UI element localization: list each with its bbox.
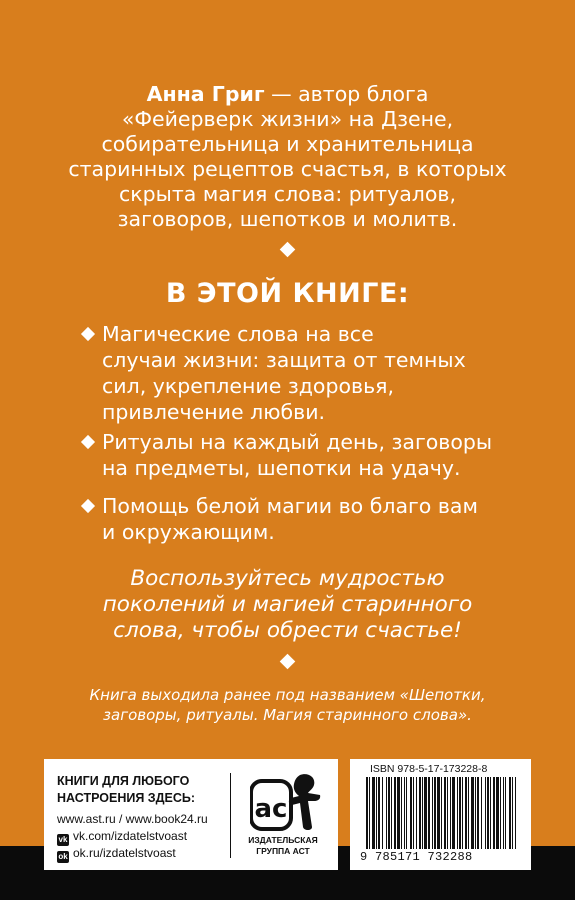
isbn-label: ISBN 978-5-17-173228-8 <box>370 763 488 775</box>
barcode-bar <box>490 777 491 849</box>
barcode-bar <box>382 777 383 849</box>
barcode-bar <box>424 777 427 849</box>
diamond-divider-icon <box>280 242 296 258</box>
barcode-bar <box>391 777 392 849</box>
ok-icon: ok <box>58 852 68 861</box>
slogan-line1: Воспользуйтесь мудростью <box>130 566 445 591</box>
barcode-bar <box>369 777 370 849</box>
publisher-caption-line2: ГРУППА АСТ <box>256 846 310 856</box>
publisher-ok-link[interactable] <box>57 846 176 863</box>
publisher-title-line2: НАСТРОЕНИЯ ЗДЕСЬ: <box>57 791 196 805</box>
barcode-bar <box>459 777 461 849</box>
note-line1: Книга выходила ранее под названием «Шепотки, <box>89 686 486 704</box>
diamond-divider-icon <box>280 654 296 670</box>
barcode-bar <box>432 777 433 849</box>
publisher-caption-line1: ИЗДАТЕЛЬСКАЯ <box>248 835 318 845</box>
barcode-bar <box>500 777 501 849</box>
bullet-line: привлечение любви. <box>102 400 326 424</box>
bullet-line: сил, укрепление здоровья, <box>102 374 395 398</box>
barcode-bar <box>394 777 396 849</box>
publisher-sites[interactable]: www.ast.ru / www.book24.ru <box>57 812 208 826</box>
author-intro-line2: «Фейерверк жизни» на Дзене, <box>121 107 454 131</box>
barcode-bar <box>397 777 400 849</box>
barcode-bar <box>410 777 412 849</box>
section-heading: В ЭТОЙ КНИГЕ: <box>165 278 410 309</box>
barcode-bar <box>413 777 414 849</box>
slogan-line2: поколений и магией старинного <box>102 592 473 617</box>
barcode-bar <box>441 777 442 849</box>
bullet-line: случаи жизни: защита от темных <box>102 348 466 372</box>
barcode-bar <box>386 777 387 849</box>
barcode-bar <box>462 777 463 849</box>
ok-link-text: ok.ru/izdatelstvoast <box>73 846 176 860</box>
bullet-line: Помощь белой магии во благо вам <box>102 494 478 518</box>
barcode-bar <box>404 777 405 849</box>
barcode-bar <box>428 777 430 849</box>
barcode-bar <box>465 777 467 849</box>
author-intro-line3: собирательница и хранительница <box>101 132 474 156</box>
bullet-line: на предметы, шепотки на удачу. <box>102 456 461 480</box>
barcode-bar <box>452 777 455 849</box>
vk-link-text: vk.com/izdatelstvoast <box>73 829 188 843</box>
logo-text: ac <box>254 794 288 824</box>
bullet-line: Ритуалы на каждый день, заговоры <box>102 430 493 454</box>
barcode-bar <box>444 777 446 849</box>
barcode-bar <box>376 777 377 849</box>
barcode-bar <box>416 777 417 849</box>
barcode-bar <box>388 777 390 849</box>
barcode-bar <box>496 777 499 849</box>
barcode-bar <box>422 777 423 849</box>
barcode-bar <box>468 777 469 849</box>
publisher-caption <box>233 835 333 857</box>
author-intro-line6: заговоров, шепотков и молитв. <box>117 207 458 231</box>
barcode-bar <box>481 777 482 849</box>
author-intro-line4: старинных рецептов счастья, в которых <box>68 157 507 181</box>
barcode-bar <box>475 777 476 849</box>
barcode-bar <box>378 777 380 849</box>
bullet-item <box>82 321 522 425</box>
barcode-bar <box>434 777 436 849</box>
barcode-bar <box>512 777 513 849</box>
barcode-bar <box>471 777 474 849</box>
previous-title-note <box>0 685 575 725</box>
barcode-bar <box>447 777 448 849</box>
barcode-bar <box>419 777 421 849</box>
barcode-bar <box>487 777 489 849</box>
publisher-panel <box>44 759 338 870</box>
isbn-panel <box>350 759 531 870</box>
bullet-line: и окружающим. <box>102 520 275 544</box>
author-intro-line5: скрыта магия слова: ритуалов, <box>118 182 457 206</box>
author-intro <box>0 82 575 232</box>
barcode-icon <box>364 777 520 851</box>
barcode-bar <box>437 777 440 849</box>
barcode-bar <box>477 777 479 849</box>
barcode-bar <box>401 777 402 849</box>
barcode-bar <box>515 777 516 849</box>
slogan <box>0 566 575 644</box>
publisher-vk-link[interactable] <box>57 829 187 846</box>
barcode-bar <box>366 777 368 849</box>
barcode-bar <box>372 777 375 849</box>
ast-logo-icon <box>250 773 322 833</box>
barcode-bar <box>505 777 506 849</box>
barcode-bar <box>450 777 451 849</box>
barcode-bar <box>509 777 511 849</box>
slogan-line3: слова, чтобы обрести счастье! <box>113 618 462 643</box>
barcode-bar <box>406 777 407 849</box>
barcode-digits: 9 785171 732288 <box>360 850 473 864</box>
barcode-bar <box>503 777 504 849</box>
publisher-divider <box>230 773 231 858</box>
vk-icon: vk <box>58 835 68 844</box>
publisher-title-line1: КНИГИ ДЛЯ ЛЮБОГО <box>57 774 190 788</box>
publisher-title <box>57 773 195 807</box>
bullet-item <box>82 429 522 481</box>
bullet-line: Магические слова на все <box>102 322 374 346</box>
author-intro-line1: — автор блога <box>264 82 429 106</box>
barcode-bar <box>493 777 495 849</box>
bullet-item <box>82 493 522 545</box>
note-line2: заговоры, ритуалы. Магия старинного слова». <box>103 706 472 724</box>
barcode-bar <box>485 777 486 849</box>
barcode-bar <box>457 777 458 849</box>
author-name: Анна Григ <box>146 82 265 106</box>
